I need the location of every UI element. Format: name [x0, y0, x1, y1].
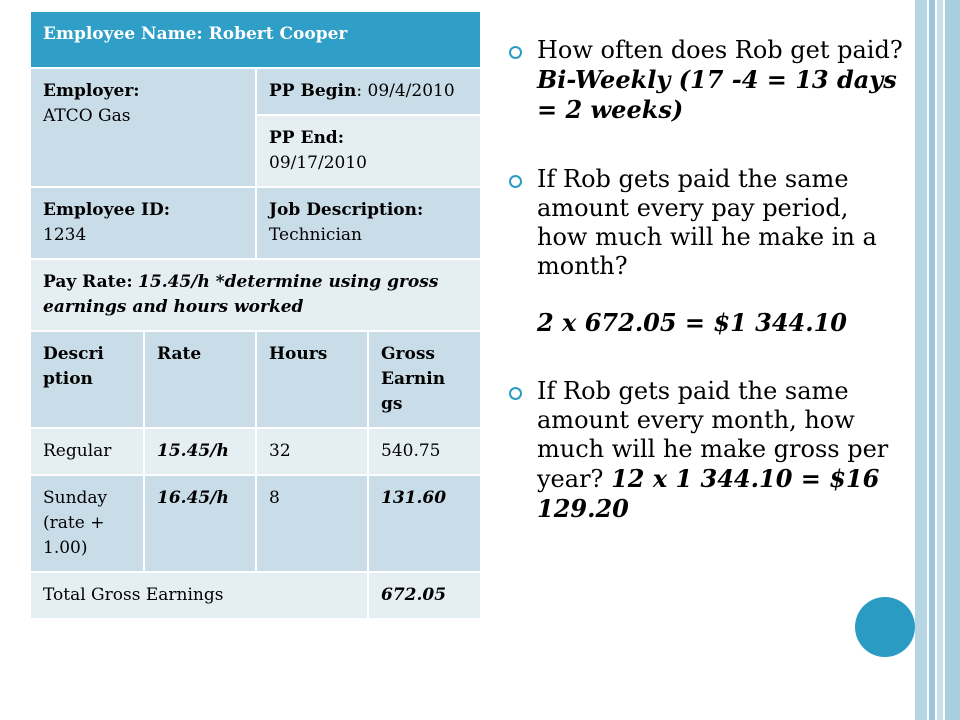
employee-id-value: 1234	[43, 225, 87, 245]
decor-stripe	[937, 0, 943, 720]
pp-begin-label: PP Begin	[269, 81, 357, 101]
list-item	[505, 36, 905, 125]
answer-text: 12 x 1 344.10 = $16 129.20	[537, 464, 880, 523]
column-header-gross: Gross Earnin gs	[368, 331, 481, 428]
employee-name-cell	[30, 11, 481, 68]
job-description-label: Job Description:	[269, 200, 424, 220]
row-rate: 15.45/h	[144, 428, 256, 475]
pay-rate-label: Pay Rate:	[43, 272, 133, 292]
employee-name-value: Robert Cooper	[208, 24, 348, 44]
column-header-hours: Hours	[256, 331, 368, 428]
decor-circle	[855, 597, 915, 657]
pay-rate-note: 15.45/h *determine using gross earnings and hours worked	[43, 272, 439, 317]
decor-stripe	[929, 0, 935, 720]
pay-stub-table	[29, 10, 482, 620]
answer-text: 2 x 672.05 = $1 344.10	[537, 308, 847, 337]
row-description: Regular	[30, 428, 144, 475]
employer-value: ATCO Gas	[43, 106, 131, 126]
question-text: If Rob gets paid the same amount every month, how much will he make gross per year?	[537, 377, 889, 493]
total-row	[30, 572, 481, 619]
column-header-row	[30, 331, 481, 428]
bullet-ring-icon	[509, 46, 522, 59]
row-description: Sunday (rate + 1.00)	[30, 475, 144, 572]
decor-stripe	[915, 0, 927, 720]
table-row	[30, 187, 481, 259]
question-text: How often does Rob get paid?	[537, 36, 903, 64]
pp-end-cell	[256, 115, 481, 187]
pp-end-value: 09/17/2010	[269, 153, 367, 173]
pp-begin-value: : 09/4/2010	[356, 81, 455, 101]
job-description-cell	[256, 187, 481, 259]
employer-label: Employer:	[43, 81, 140, 101]
employee-id-cell	[30, 187, 256, 259]
column-header-rate: Rate	[144, 331, 256, 428]
row-gross: 131.60	[368, 475, 481, 572]
total-label: Total Gross Earnings	[30, 572, 368, 619]
table-header-row	[30, 11, 481, 68]
row-hours: 8	[256, 475, 368, 572]
answer-text: Bi-Weekly (17 -4 = 13 days = 2 weeks)	[537, 65, 897, 124]
total-value: 672.05	[368, 572, 481, 619]
pp-end-label: PP End:	[269, 128, 344, 148]
employee-name-label: Employee Name:	[43, 24, 203, 44]
table-row	[30, 428, 481, 475]
row-gross: 540.75	[368, 428, 481, 475]
table-row	[30, 68, 481, 115]
employer-cell	[30, 68, 256, 187]
decor-stripe	[945, 0, 960, 720]
job-description-value: Technician	[269, 225, 362, 245]
employee-id-label: Employee ID:	[43, 200, 171, 220]
pp-begin-cell	[256, 68, 481, 115]
row-hours: 32	[256, 428, 368, 475]
pay-rate-cell	[30, 259, 481, 331]
list-item	[505, 165, 905, 281]
list-item	[505, 377, 905, 524]
table-row	[30, 475, 481, 572]
table-row	[30, 259, 481, 331]
row-rate: 16.45/h	[144, 475, 256, 572]
question-list	[505, 36, 905, 524]
bullet-ring-icon	[509, 387, 522, 400]
question-text: If Rob gets paid the same amount every pay period, how much will he make in a month?	[537, 165, 877, 280]
bullet-ring-icon	[509, 175, 522, 188]
column-header-description: Descri ption	[30, 331, 144, 428]
